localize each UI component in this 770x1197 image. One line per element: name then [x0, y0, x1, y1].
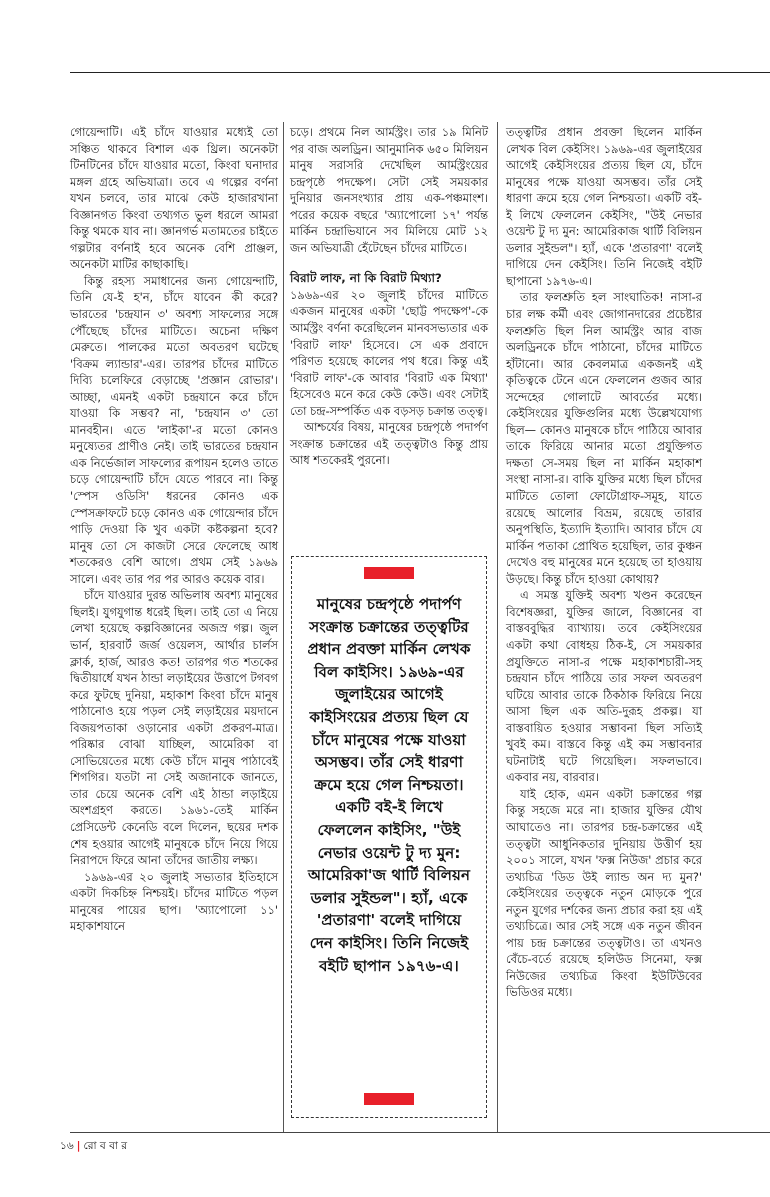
page-number: ১৬: [60, 1140, 74, 1152]
paragraph: কিন্তু রহস্য সমাধানের জন্য গোয়েন্দাটি, তিনি যে-ই হ'ন, চাঁদে যাবেন কী করে? ভারতের 'চন্দ্রযান ৩' অবশ্য সাফল্যের সঙ্গে পৌঁছেছে চাঁদের মাটিতে। অচেনা দক্ষিণ মেরুতে। পালকের মতো অবতরণ ঘটেছে 'বিক্রম ল্যান্ডার'-এর। তারপর চাঁদের মাটিতে দিব্যি চলেফিরে বেড়াচ্ছে 'প্রজ্ঞান রোভার'। আচ্ছা, এমনই একটা চন্দ্রযানে করে চাঁদে যাওয়া কি সম্ভব? না, 'চন্দ্রযান ৩' তো মানবহীন। এতে 'লাইকা'-র মতো কোনও মনুষ্যেতর প্রাণীও নেই। তাই ভারতের চন্দ্রযান এক নির্ভেজাল সাফল্যের রূপায়ন হলেও তাতে চড়ে গোয়েন্দাটি চাঁদে যেতে পারবে না। কিন্তু 'স্পেস ওডিসি' ধরনের কোনও এক স্পেসক্রাফটে চড়ে কোনও এক গোয়েন্দার চাঁদে পাড়ি দেওয়া কি খুব একটা কষ্টকল্পনা হবে? মানুষ তো সে কাজটা সেরে ফেলেছে আধ শতকেরও বেশি আগে। প্রথম সেই ১৯৬৯ সালে। এবং তার পর পর আরও কয়েক বার।: [70, 273, 278, 586]
paragraph: ১৯৬৯-এর ২০ জুলাই চাঁদের মাটিতে একজন মানুষের একটা 'ছোট্ট পদক্ষেপ'-কে আর্মস্ট্রং বর্ণনা করেছিলেন মানবসভ্যতার এক 'বিরাট লাফ' হিসেবে। সে এক প্রবাদে পরিণত হয়েছে কালের পথ ধরে। কিন্তু এই 'বিরাট লাফ'-কে আবার 'বিরাট এক মিথ্যা' হিসেবেও মনে করে কেউ কেউ। এবং সেটাই তো চন্দ্র-সম্পর্কিত এক বড়সড় চক্রান্ত তত্ত্ব।: [290, 287, 488, 418]
red-accent-bar: [364, 1093, 414, 1105]
column-divider: [283, 122, 284, 1132]
footer-separator: |: [76, 1140, 81, 1152]
red-accent-bar: [364, 567, 414, 579]
section-subheading: বিরাট লাফ, না কি বিরাট মিথ্যা?: [290, 271, 442, 286]
paragraph: ১৯৬৯-এর ২০ জুলাই সভ্যতার ইতিহাসে একটা দিকচিহ্ন নিশ্চয়ই। চাঁদের মাটিতে পড়ল মানুষের পায়ের ছাপ। 'অ্যাপোলো ১১' মহাকাশযানে: [70, 869, 278, 934]
paragraph: চড়ে। প্রথমে নিল আর্মস্ট্রং। তার ১৯ মিনিট পর বাজ অলড্রিন। আনুমানিক ৬৫০ মিলিয়ন মানুষ সরাসরি দেখেছিল আর্মস্ট্রংয়ের চন্দ্রপৃষ্ঠে পদক্ষেপ। সেটা সেই সময়কার দুনিয়ার জনসংখ্যার প্রায় এক-পঞ্চমাংশ। পরের কয়েক বছরে 'অ্যাপোলো ১৭' পর্যন্ত মার্কিন চন্দ্রাভিযানে সব মিলিয়ে মোট ১২ জন অভিযাত্রী হেঁটেছেন চাঁদের মাটিতে।: [290, 125, 488, 255]
paragraph: যাই হোক, এমন একটা চক্রান্তের গল্প কিন্তু সহজে মরে না। হাজার যুক্তির যৌথ আঘাতেও না। তারপর চন্দ্র-চক্রান্তের এই তত্ত্বটা আধুনিকতার দুনিয়ায় উত্তীর্ণ হয় ২০০১ সালে, যখন 'ফক্স নিউজ' প্রচার করে তথ্যচিত্র 'ডিড উই ল্যান্ড অন দ্য মুন?' কেইসিংয়ের তত্ত্বকে নতুন মোড়কে পুরে নতুন যুগের দর্শকের জন্য প্রচার করা হয় এই তথ্যচিত্রে। আর সেই সঙ্গে এক নতুন জীবন পায় চন্দ্র চক্রান্তের তত্ত্বটাও। তা এখনও বেঁচে-বর্তে রয়েছে হলিউড সিনেমা, ফক্স নিউজের তথ্যচিত্র কিংবা ইউটিউবের ভিডিওর মধ্যে।: [506, 786, 702, 1000]
header-rule: [70, 72, 770, 73]
footer-rule: [70, 1132, 770, 1133]
paragraph: চাঁদে যাওয়ার দুরন্ত অভিলাষ অবশ্য মানুষের ছিলই। যুগযুগান্ত ধরেই ছিল। তাই তো এ নিয়ে লেখা হয়েছে কল্পবিজ্ঞানের অজস্র গল্প। জুল ভার্ন, হারবার্ট জর্জ ওয়েলস, আর্থার চার্লস ক্লার্ক, হার্জ, আরও কত! তারপর গত শতকের দ্বিতীয়ার্ধে যখন ঠান্ডা লড়াইয়ের উত্তাপে টগবগ করে ফুটছে দুনিয়া, মহাকাশ কিংবা চাঁদে মানুষ পাঠানোও হয়ে পড়ল সেই লড়াইয়ের ময়দানে বিজয়পতাকা ওড়ানোর একটা প্রকরণ-মাত্র। পরিষ্কার বোঝা যাচ্ছিল, আমেরিকা বা সোভিয়েতের মধ্যে কেউ চাঁদে মানুষ পাঠাবেই শিগগির। যতটা না সেই অজানাকে জানতে, তার চেয়ে অনেক বেশি এই ঠান্ডা লড়াইয়ে অংশগ্রহণ করতে। ১৯৬১-তেই মার্কিন প্রেসিডেন্ট কেনেডি বলে দিলেন, ছয়ের দশক শেষ হওয়ার আগেই মানুষকে চাঁদে নিয়ে গিয়ে নিরাপদে ফিরে আনা তাঁদের জাতীয় লক্ষ্য।: [70, 588, 278, 868]
pull-quote-box: [291, 556, 487, 1118]
paragraph: তত্ত্বটির প্রধান প্রবক্তা ছিলেন মার্কিন লেখক বিল কেইসিং। ১৯৬৯-এর জুলাইয়ের আগেই কেইসিংয়ের প্রত্যয় ছিল যে, চাঁদে মানুষের পক্ষে যাওয়া অসম্ভব। তাঁর সেই ধারণা ক্রমে হয়ে গেল নিশ্চয়তা। একটি বই-ই লিখে ফেললেন কেইসিং, "উই নেভার ওয়েন্ট টু দ্য মুন: আমেরিকাজ থার্টি বিলিয়ন ডলার সুইন্ডল"। হ্যাঁ, একে 'প্রতারণা' বলেই দাগিয়ে দেন কেইসিং। তিনি নিজেই বইটি ছাপানো ১৯৭৬-এ।: [506, 125, 702, 288]
pull-quote-text: মানুষের চন্দ্রপৃষ্ঠে পদার্পণ সংক্রান্ত চক্রান্তের তত্ত্বটির প্রধান প্রবক্তা মার্কিন লেখক বিল কাইসিং। ১৯৬৯-এর জুলাইয়ের আগেই কাইসিংয়ের প্রত্যয় ছিল যে চাঁদে মানুষের পক্ষে যাওয়া অসম্ভব। তাঁর সেই ধারণা ক্রমে হয়ে গেল নিশ্চয়তা। একটি বই-ই লিখে ফেললেন কাইসিং, "উই নেভার ওয়েন্ট টু দ্য মুন: আমেরিকা'জ থার্টি বিলিয়ন ডলার সুইন্ডল"। হ্যাঁ, একে 'প্রতারণা' বলেই দাগিয়ে দেন কাইসিং। তিনি নিজেই বইটি ছাপান ১৯৭৬-এ।: [307, 595, 471, 975]
paragraph: গোয়েন্দাটি। এই চাঁদে যাওয়ার মধ্যেই তো সঞ্চিত থাকবে বিশাল এক থ্রিল। অনেকটা টিনটিনের চাঁদে যাওয়ার মতো, কিংবা ঘনাদার মঙ্গল গ্রহে অভিযাত্রা। তবে এ গল্পের বর্ণনা যখন চলবে, তার মাঝে কেউ হাজারখানা বিজ্ঞানগত কিংবা তথ্যগত ভুল ধরলে আমরা কিন্তু থমকে যাব না। জ্ঞানগর্ভ মতামতের চাইতে গল্পটার বর্ণনাই হবে অনেক বেশি প্রাঞ্জল, অনেকটা মাটির কাছাকাছি।: [70, 125, 278, 272]
magazine-name: রো ব বা র: [83, 1140, 128, 1152]
text-column-3: [506, 124, 702, 1001]
paragraph: আশ্চর্যের বিষয়, মানুষের চন্দ্রপৃষ্ঠে পদার্পণ সংক্রান্ত চক্রান্তের এই তত্ত্বটাও কিন্তু প্রায় আধ শতকেরই পুরনো।: [290, 420, 488, 468]
paragraph: তার ফলশ্রুতি হল সাংঘাতিক! নাসা-র চার লক্ষ কর্মী এবং জোগানদারের প্রচেষ্টার ফলশ্রুতি ছিল নিল আর্মস্ট্রং আর বাজ অলড্রিনকে চাঁদে পাঠানো, চাঁদের মাটিতে হাঁটানো। আর কেবলমাত্র একজনই এই কৃতিত্বকে টেনে এনে ফেললেন গুজব আর সন্দেহের গোলাটে আবর্তের মধ্যে। কেইসিংয়ের যুক্তিগুলির মধ্যে উল্লেখযোগ্য ছিল— কোনও মানুষকে চাঁদে পাঠিয়ে আবার তাকে ফিরিয়ে আনার মতো প্রযুক্তিগত দক্ষতা সে-সময় ছিল না মার্কিন মহাকাশ সংস্থা নাসা-র। বাকি যুক্তির মধ্যে ছিল চাঁদের মাটিতে তোলা ফোটোগ্রাফ-সমূহ, যাতে রয়েছে আলোর বিভ্রম, রয়েছে তারার অনুপস্থিতি, ইত্যাদি ইত্যাদি। আবার চাঁদে যে মার্কিন পতাকা প্রোথিত হয়েছিল, তার কুঞ্চন দেখেও বহু মানুষের মনে হয়েছে তা হাওয়ায় উড়ছে। কিন্তু চাঁদে হাওয়া কোথায়?: [506, 290, 702, 586]
page-footer: [60, 1139, 127, 1156]
paragraph: এ সমস্ত যুক্তিই অবশ্য খণ্ডন করেছেন বিশেষজ্ঞরা, যুক্তির জালে, বিজ্ঞানের বা বাস্তববুদ্ধির ব্যাখ্যায়। তবে কেইসিংয়ের একটা কথা বোধহয় ঠিক-ই, সে সময়কার প্রযুক্তিতে নাসা-র পক্ষে মহাকাশচারী-সহ চন্দ্রযান চাঁদে পাঠিয়ে তার সফল অবতরণ ঘটিয়ে আবার তাকে ঠিকঠাক ফিরিয়ে নিয়ে আসা ছিল এক অতি-দুরূহ প্রকল্প। যা বাস্তবায়িত হওয়ার সম্ভাবনা ছিল সত্যিই খুবই কম। বাস্তবে কিন্তু এই কম সম্ভাবনার ঘটনাটাই ঘটে গিয়েছিল। সফলভাবে। একবার নয়, বারবার।: [506, 588, 702, 785]
column-divider: [497, 122, 498, 1132]
text-column-1: [70, 124, 278, 935]
text-column-2: [290, 124, 488, 469]
